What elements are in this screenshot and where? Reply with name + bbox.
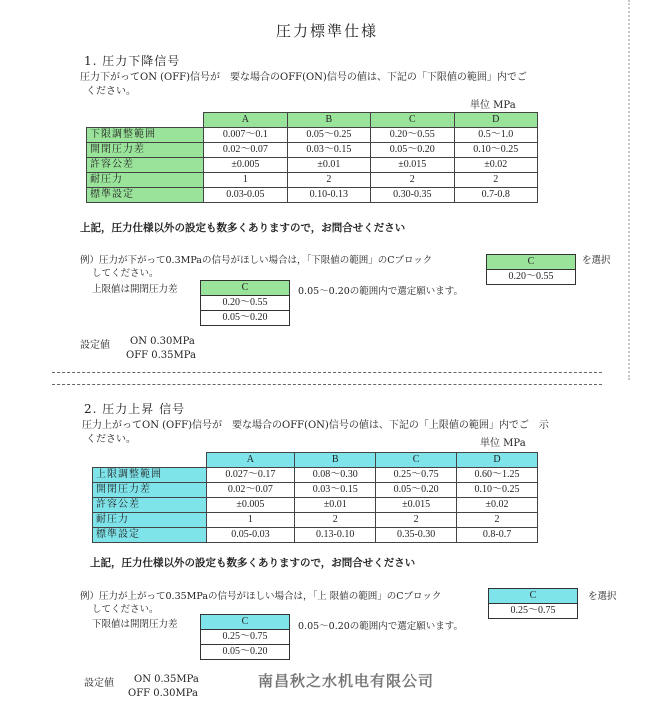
table-row [87,143,538,158]
table-cell: 0.7-0.8 [454,188,537,203]
section1-setting-on: ON 0.30MPa [130,336,195,347]
page-title: 圧力標準仕様 [275,22,378,40]
table-row [87,128,538,143]
table-cell: 0.05～0.20 [371,143,454,158]
table-cell: 0.03～0.15 [287,143,370,158]
table-cell: 0.05～0.20 [376,483,457,498]
table-row [87,173,538,188]
table-cell: ±0.005 [206,498,295,513]
section1-diff-box [200,280,290,326]
row-label: 標準設定 [93,528,207,543]
table-cell: 1 [204,173,287,188]
section2-heading: 2. 圧力上昇 信号 [84,402,186,416]
row-label: 許容公差 [93,498,207,513]
table-cell: 2 [371,173,454,188]
section-divider [52,384,602,385]
section2-spec-table [92,452,538,543]
section1-notice: 上記，圧力仕様以外の設定も数多くありますので，お問合せください [80,222,406,234]
table-header-row [93,453,538,468]
table-cell: 0.02～0.07 [206,483,295,498]
diff-box-header: C [201,281,290,296]
table-cell: ±0.02 [457,498,538,513]
table-cell: ±0.01 [295,498,376,513]
column-header: C [371,113,454,128]
select-box-header: C [487,255,576,270]
section1-setting-off: OFF 0.35MPa [126,350,196,361]
row-label: 開閉圧力差 [87,143,204,158]
section1-example-line3: 上限値は開閉圧力差 [92,284,178,295]
section1-heading: 1. 圧力下降信号 [84,54,181,68]
table-cell: 2 [457,513,538,528]
section2-select-box [488,588,578,619]
section1-select-box [486,254,576,285]
table-corner-cell [87,113,204,128]
select-box-header: C [489,589,578,604]
diff-box-header: C [201,615,290,630]
table-cell: 0.007～0.1 [204,128,287,143]
table-cell: 2 [287,173,370,188]
section2-unit: 単位 MPa [480,438,526,449]
column-header: B [287,113,370,128]
table-cell: 0.30-0.35 [371,188,454,203]
table-corner-cell [93,453,207,468]
column-header: C [376,453,457,468]
table-row [87,188,538,203]
table-cell: 0.10～0.25 [457,483,538,498]
page-edge-marks [628,0,630,380]
diff-box-value: 0.05～0.20 [201,311,290,326]
table-row [93,483,538,498]
diff-box-value: 0.20～0.55 [201,296,290,311]
table-cell: 0.10-0.13 [287,188,370,203]
row-label: 耐圧力 [87,173,204,188]
section2-example-line1: 例）圧力が上がって0.35MPaの信号がほしい場合は，「上 限値の範囲」のCブロック [80,591,442,602]
table-cell: 0.03～0.15 [295,483,376,498]
table-cell: 0.5～1.0 [454,128,537,143]
section1-example-line2: してください。 [92,268,159,279]
table-cell: 0.05-0.03 [206,528,295,543]
table-cell: 0.25～0.75 [376,468,457,483]
table-cell: 0.60～1.25 [457,468,538,483]
section2-setting-label: 設定値 [84,678,114,689]
diff-box-value: 0.05～0.20 [201,645,290,660]
table-cell: 0.08～0.30 [295,468,376,483]
section2-notice: 上記，圧力仕様以外の設定も数多くありますので，お問合せください [90,557,416,569]
table-cell: 0.13-0.10 [295,528,376,543]
section1-desc-line1: 圧力下がってON (OFF)信号が 要な場合のOFF(ON)信号の値は、下記の「下限値の範囲」内でご [80,72,527,83]
table-cell: ±0.005 [204,158,287,173]
row-label: 許容公差 [87,158,204,173]
section1-example-line1: 例）圧力が下がって0.3MPaの信号がほしい場合は，「下限値の範囲」のCブロック [80,255,433,266]
column-header: A [206,453,295,468]
table-row [93,498,538,513]
section2-example-line3: 下限値は開閉圧力差 [92,619,178,630]
table-cell: 0.8-0.7 [457,528,538,543]
select-box-value: 0.20～0.55 [487,270,576,285]
table-row [93,468,538,483]
table-header-row [87,113,538,128]
column-header: A [204,113,287,128]
table-cell: ±0.02 [454,158,537,173]
table-cell: 0.02～0.07 [204,143,287,158]
row-label: 開閉圧力差 [93,483,207,498]
section1-unit: 単位 MPa [470,100,516,111]
section2-desc-line1: 圧力上がってON (OFF)信号が 要な場合のOFF(ON)信号の値は、下記の「上限値の範囲」内でご 示 [82,420,549,431]
table-cell: 1 [206,513,295,528]
table-cell: ±0.01 [287,158,370,173]
select-box-value: 0.25～0.75 [489,604,578,619]
table-row [87,158,538,173]
table-cell: 0.027～0.17 [206,468,295,483]
table-cell: 2 [454,173,537,188]
section2-range-note: 0.05～0.20の範囲内で選定願います。 [298,621,464,632]
row-label: 下限調整範囲 [87,128,204,143]
table-cell: ±0.015 [376,498,457,513]
table-cell: 2 [295,513,376,528]
column-header: B [295,453,376,468]
section1-select-label: を選択 [582,255,611,266]
table-cell: 0.20～0.55 [371,128,454,143]
table-cell: 0.10～0.25 [454,143,537,158]
column-header: D [457,453,538,468]
table-cell: ±0.015 [371,158,454,173]
section2-example-line2: してください。 [92,604,159,615]
section1-spec-table [86,112,538,203]
column-header: D [454,113,537,128]
section1-range-note: 0.05～0.20の範囲内で選定願います。 [298,286,464,297]
section2-select-label: を選択 [588,591,617,602]
section2-diff-box [200,614,290,660]
table-cell: 0.35-0.30 [376,528,457,543]
row-label: 上限調整範囲 [93,468,207,483]
section2-setting-off: OFF 0.30MPa [128,688,198,699]
table-row [93,528,538,543]
table-cell: 0.05～0.25 [287,128,370,143]
company-watermark: 南昌秋之水机电有限公司 [258,672,435,690]
table-cell: 2 [376,513,457,528]
diff-box-value: 0.25～0.75 [201,630,290,645]
section2-setting-on: ON 0.35MPa [134,674,199,685]
table-cell: 0.03-0.05 [204,188,287,203]
table-row [93,513,538,528]
row-label: 耐圧力 [93,513,207,528]
section1-desc-line2: ください。 [86,86,136,97]
section1-setting-label: 設定値 [80,340,110,351]
section2-desc-line2: ください。 [86,434,136,445]
section-divider [52,372,602,373]
row-label: 標準設定 [87,188,204,203]
